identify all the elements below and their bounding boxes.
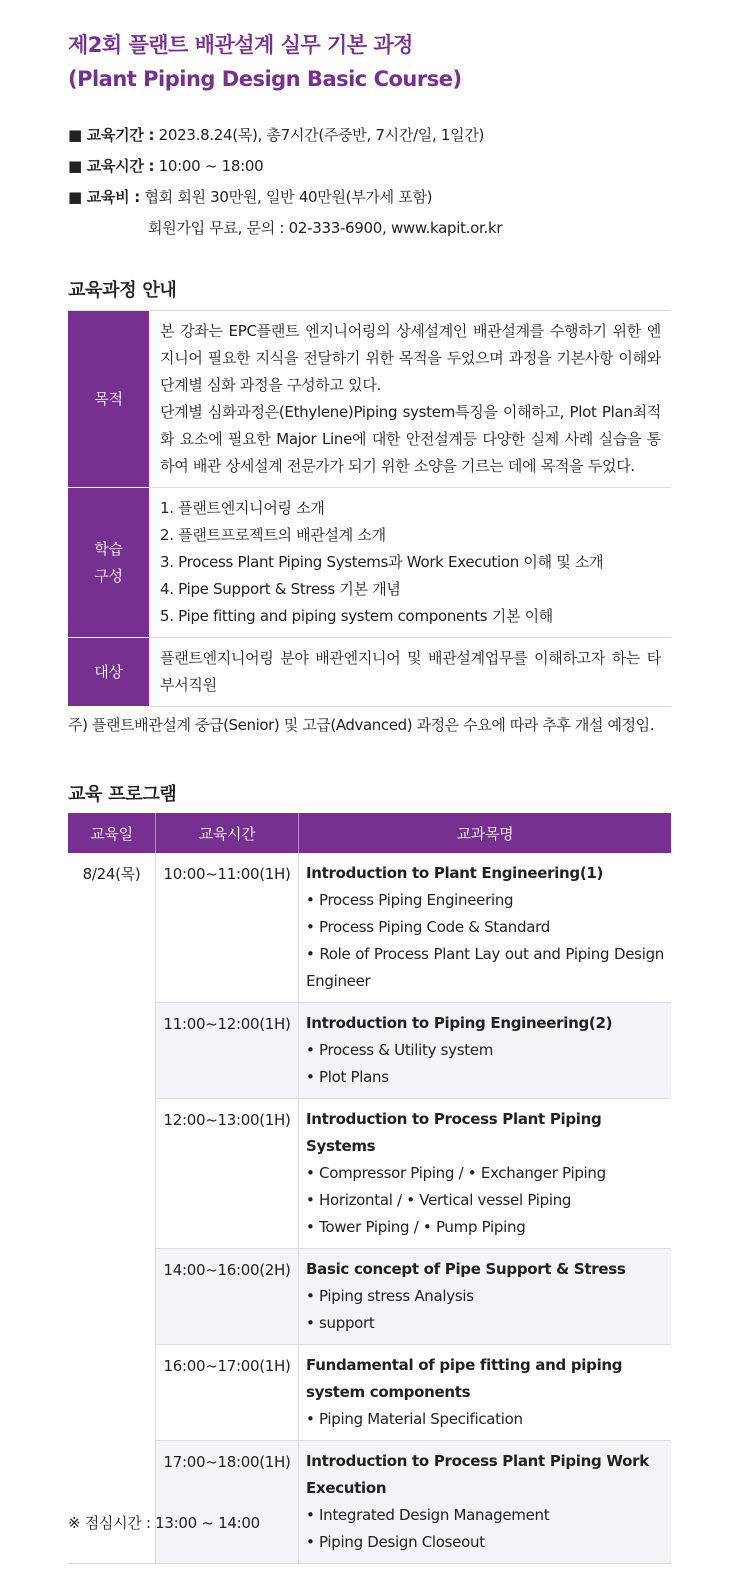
course-title-english: (Plant Piping Design Basic Course) [68, 67, 462, 91]
program-row [68, 1249, 671, 1345]
session-topic: • Piping stress Analysis [306, 1287, 474, 1305]
info-time-value: 10:00 ~ 18:00 [154, 157, 264, 175]
session-topic: • Process Piping Engineering [306, 891, 514, 909]
session-time: 17:00~18:00(1H) [156, 1441, 299, 1564]
curriculum-item: 5. Pipe fitting and piping system components 기본 이해 [160, 607, 553, 625]
session-title: Introduction to Process Plant Piping Work Execution [306, 1452, 649, 1497]
course-info [68, 120, 502, 244]
guide-header-purpose: 목적 [68, 311, 149, 488]
curriculum-item: 3. Process Plant Piping Systems과 Work Execution 이해 및 소개 [160, 553, 604, 571]
program-date: 8/24(목) [68, 853, 156, 1564]
session-title: Fundamental of pipe fitting and piping system components [306, 1356, 623, 1401]
session-subject [299, 1099, 672, 1249]
session-title: Introduction to Piping Engineering(2) [306, 1014, 613, 1032]
guide-row-purpose [68, 311, 671, 488]
guide-row-curriculum [68, 488, 671, 638]
guide-body-target [149, 638, 671, 707]
info-fee-label: ■ 교육비 : [68, 188, 140, 206]
info-fee [68, 182, 502, 213]
info-period [68, 120, 502, 151]
info-period-label: ■ 교육기간 : [68, 126, 155, 144]
session-topic: • Integrated Design Management [306, 1506, 550, 1524]
purpose-paragraph-2: 단계별 심화과정은(Ethylene)Piping system특징을 이해하고, Plot Plan최적화 요소에 필요한 Major Line에 대한 안전설계등 다양한 실제 사례 실습을 통하여 배관 상세설계 전문가가 되기 위한 소양을 기르는 데에 목적을 두었다. [160, 403, 661, 475]
session-topic: • support [306, 1314, 375, 1332]
session-topic: • Process & Utility system [306, 1041, 494, 1059]
curriculum-item: 1. 플랜트엔지니어링 소개 [160, 499, 325, 517]
program-row [68, 1099, 671, 1249]
curriculum-item: 2. 플랜트프로젝트의 배관설계 소개 [160, 526, 386, 544]
session-time: 10:00~11:00(1H) [156, 853, 299, 1003]
guide-header-target: 대상 [68, 638, 149, 707]
session-subject [299, 1345, 672, 1441]
session-topic: • Horizontal / • Vertical vessel Piping [306, 1191, 572, 1209]
info-time-label: ■ 교육시간 : [68, 157, 155, 175]
program-row [68, 1441, 671, 1564]
guide-body-purpose [149, 311, 671, 488]
advanced-course-note: 주) 플랜트배관설계 중급(Senior) 및 고급(Advanced) 과정은 수요에 따라 추후 개설 예정임. [68, 716, 655, 734]
program-header-row [68, 813, 671, 853]
guide-row-target [68, 638, 671, 707]
session-title: Introduction to Process Plant Piping Systems [306, 1110, 602, 1155]
header-date: 교육일 [68, 813, 156, 853]
session-time: 12:00~13:00(1H) [156, 1099, 299, 1249]
curriculum-item: 4. Pipe Support & Stress 기본 개념 [160, 580, 401, 598]
session-subject [299, 1441, 672, 1564]
session-title: Introduction to Plant Engineering(1) [306, 864, 604, 882]
program-row [68, 1003, 671, 1099]
purpose-paragraph-1: 본 강좌는 EPC플랜트 엔지니어링의 상세설계인 배관설계를 수행하기 위한 엔지니어 필요한 지식을 전달하기 위한 목적을 두었으며 과정을 기본사항 이해와 단계별 심화 과정을 구성하고 있다. [160, 322, 661, 394]
session-topic: • Process Piping Code & Standard [306, 918, 550, 936]
course-guide-table [68, 310, 671, 707]
section-title-program: 교육 프로그램 [68, 784, 177, 805]
session-title: Basic concept of Pipe Support & Stress [306, 1260, 626, 1278]
session-topic: • Piping Material Specification [306, 1410, 523, 1428]
lunch-time-note: ※ 점심시간 : 13:00 ~ 14:00 [68, 1514, 260, 1532]
section-title-guide: 교육과정 안내 [68, 280, 177, 301]
session-time: 11:00~12:00(1H) [156, 1003, 299, 1099]
session-topic: • Tower Piping / • Pump Piping [306, 1218, 526, 1236]
program-table [68, 813, 671, 1564]
session-subject [299, 1249, 672, 1345]
session-topic: • Role of Process Plant Lay out and Piping Design Engineer [306, 945, 664, 990]
header-subject: 교과목명 [299, 813, 672, 853]
header-time: 교육시간 [156, 813, 299, 853]
info-contact: 회원가입 무료, 문의 : 02-333-6900, www.kapit.or.kr [148, 219, 503, 237]
session-topic: • Compressor Piping / • Exchanger Piping [306, 1164, 606, 1182]
info-period-value: 2023.8.24(목), 총7시간(주중반, 7시간/일, 1일간) [154, 126, 485, 144]
course-title [68, 28, 462, 96]
info-fee-value: 협회 회원 30만원, 일반 40만원(부가세 포함) [140, 188, 433, 206]
program-row [68, 1345, 671, 1441]
course-title-korean: 제2회 플랜트 배관설계 실무 기본 과정 [68, 33, 413, 57]
session-topic: • Piping Design Closeout [306, 1533, 485, 1551]
session-subject [299, 1003, 672, 1099]
target-text: 플랜트엔지니어링 분야 배관엔지니어 및 배관설계업무를 이해하고자 하는 타 부서직원 [160, 649, 661, 694]
session-time: 16:00~17:00(1H) [156, 1345, 299, 1441]
session-subject [299, 853, 672, 1003]
guide-header-curriculum: 학습 구성 [68, 488, 149, 638]
session-time: 14:00~16:00(2H) [156, 1249, 299, 1345]
session-topic: • Plot Plans [306, 1068, 389, 1086]
program-row [68, 853, 671, 1003]
info-time [68, 151, 502, 182]
guide-body-curriculum [149, 488, 671, 638]
